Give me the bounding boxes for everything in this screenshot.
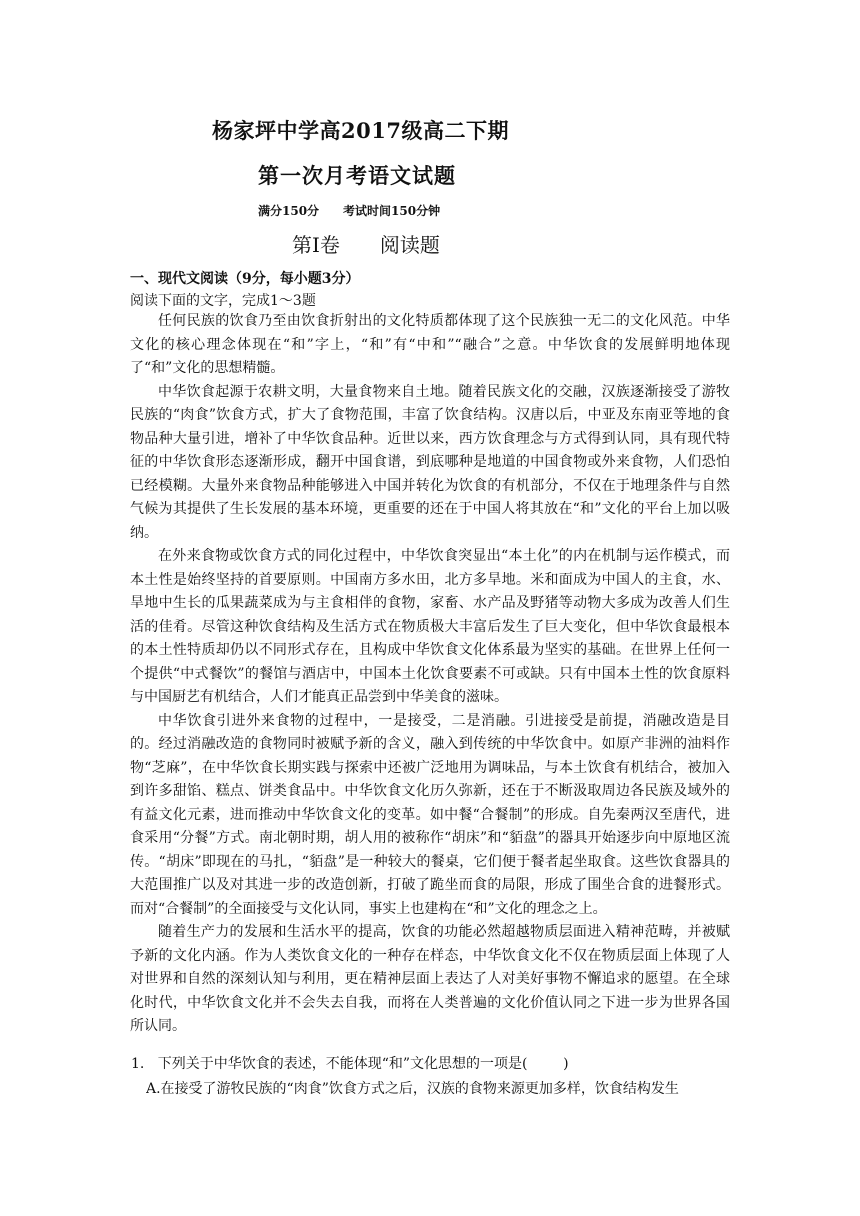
passage-paragraph: 任何民族的饮食乃至由饮食折射出的文化特质都体现了这个民族独一无二的文化风范。中华文化的核心理念体现在“和”字上，“和”有“中和”“融合”之意。中华饮食的发展鲜明地体现了“和”文化的思想精髓。 [130, 313, 730, 376]
section-instruction: 阅读下面的文字，完成1～3题 [130, 293, 316, 309]
passage-paragraph: 在外来食物或饮食方式的同化过程中，中华饮食突显出“本土化”的内在机制与运作模式，而本土性是始终坚持的首要原则。中国南方多水田，北方多旱地。米和面成为中国人的主食，水、旱地中生长的瓜果蔬菜成为与主食相伴的食物，家畜、水产品及野猪等动物大多成为改善人们生活的佳肴。尽管这种饮食结构及生活方式在物质极大丰富后发生了巨大变化，但中华饮食最根本的本土性特质却仍以不同形式存在，且构成中华饮食文化体系最为坚实的基础。在世界上任何一个提供“中式餐饮”的餐馆与酒店中，中国本土化饮食要素不可或缺。只有中国本土性的饮食原料与中国厨艺有机结合，人们才能真正品尝到中华美食的滋味。 [130, 548, 730, 705]
option-a: A.在接受了游牧民族的“肉食”饮食方式之后，汉族的食物来源更加多样，饮食结构发生 [146, 1081, 679, 1097]
reading-passage [130, 310, 730, 1039]
exam-meta: 满分150分 考试时间150分钟 [258, 204, 441, 218]
question-stem: 1. 下列关于中华饮食的表述，不能体现“和”文化思想的一项是( ) [131, 1056, 569, 1072]
school-title: 杨家坪中学高2017级高二下期 [212, 118, 509, 143]
exam-title: 第一次月考语文试题 [258, 163, 456, 188]
section-heading: 一、现代文阅读（9分，每小题3分） [130, 271, 360, 287]
volume-heading: 第Ⅰ卷 阅读题 [292, 233, 440, 257]
passage-paragraph: 中华饮食起源于农耕文明，大量食物来自土地。随着民族文化的交融，汉族逐渐接受了游牧民族的“肉食”饮食方式，扩大了食物范围，丰富了饮食结构。汉唐以后，中亚及东南亚等地的食物品种大量引进，增补了中华饮食品种。近世以来，西方饮食理念与方式得到认同，具有现代特征的中华饮食形态逐渐形成，翻开中国食谱，到底哪种是地道的中国食物或外来食物，人们恐怕已经模糊。大量外来食物品种能够进入中国并转化为饮食的有机部分，不仅在于地理条件与自然气候为其提供了生长发展的基本环境，更重要的还在于中国人将其放在“和”文化的平台上加以吸纳。 [130, 383, 730, 541]
passage-paragraph: 中华饮食引进外来食物的过程中，一是接受，二是消融。引进接受是前提，消融改造是目的。经过消融改造的食物同时被赋予新的含义，融入到传统的中华饮食中。如原产非洲的油料作物“芝麻”，在中华饮食长期实践与探索中还被广泛地用为调味品，与本土饮食有机结合，被加入到许多甜馅、糕点、饼类食品中。中华饮食文化历久弥新，还在于不断汲取周边各民族及域外的有益文化元素，进而推动中华饮食文化的变革。如中餐“合餐制”的形成。自先秦两汉至唐代，进食采用“分餐”方式。南北朝时期，胡人用的被称作“胡床”和“貊盘”的器具开始逐步向中原地区流传。“胡床”即现在的马扎，“貊盘”是一种较大的餐桌，它们便于餐者起坐取食。这些饮食器具的大范围推广以及对其进一步的改造创新，打破了跪坐而食的局限，形成了围坐合食的进餐形式。而对“合餐制”的全面接受与文化认同，事实上也建构在“和”文化的理念之上。 [130, 712, 730, 917]
passage-paragraph: 随着生产力的发展和生活水平的提高，饮食的功能必然超越物质层面进入精神范畴，并被赋予新的文化内涵。作为人类饮食文化的一种存在样态，中华饮食文化不仅在物质层面上体现了人对世界和自然的深刻认知与利用，更在精神层面上表达了人对美好事物不懈追求的愿望。在全球化时代，中华饮食文化并不会失去自我，而将在人类普遍的文化价值认同之下进一步为世界各国所认同。 [130, 924, 730, 1034]
